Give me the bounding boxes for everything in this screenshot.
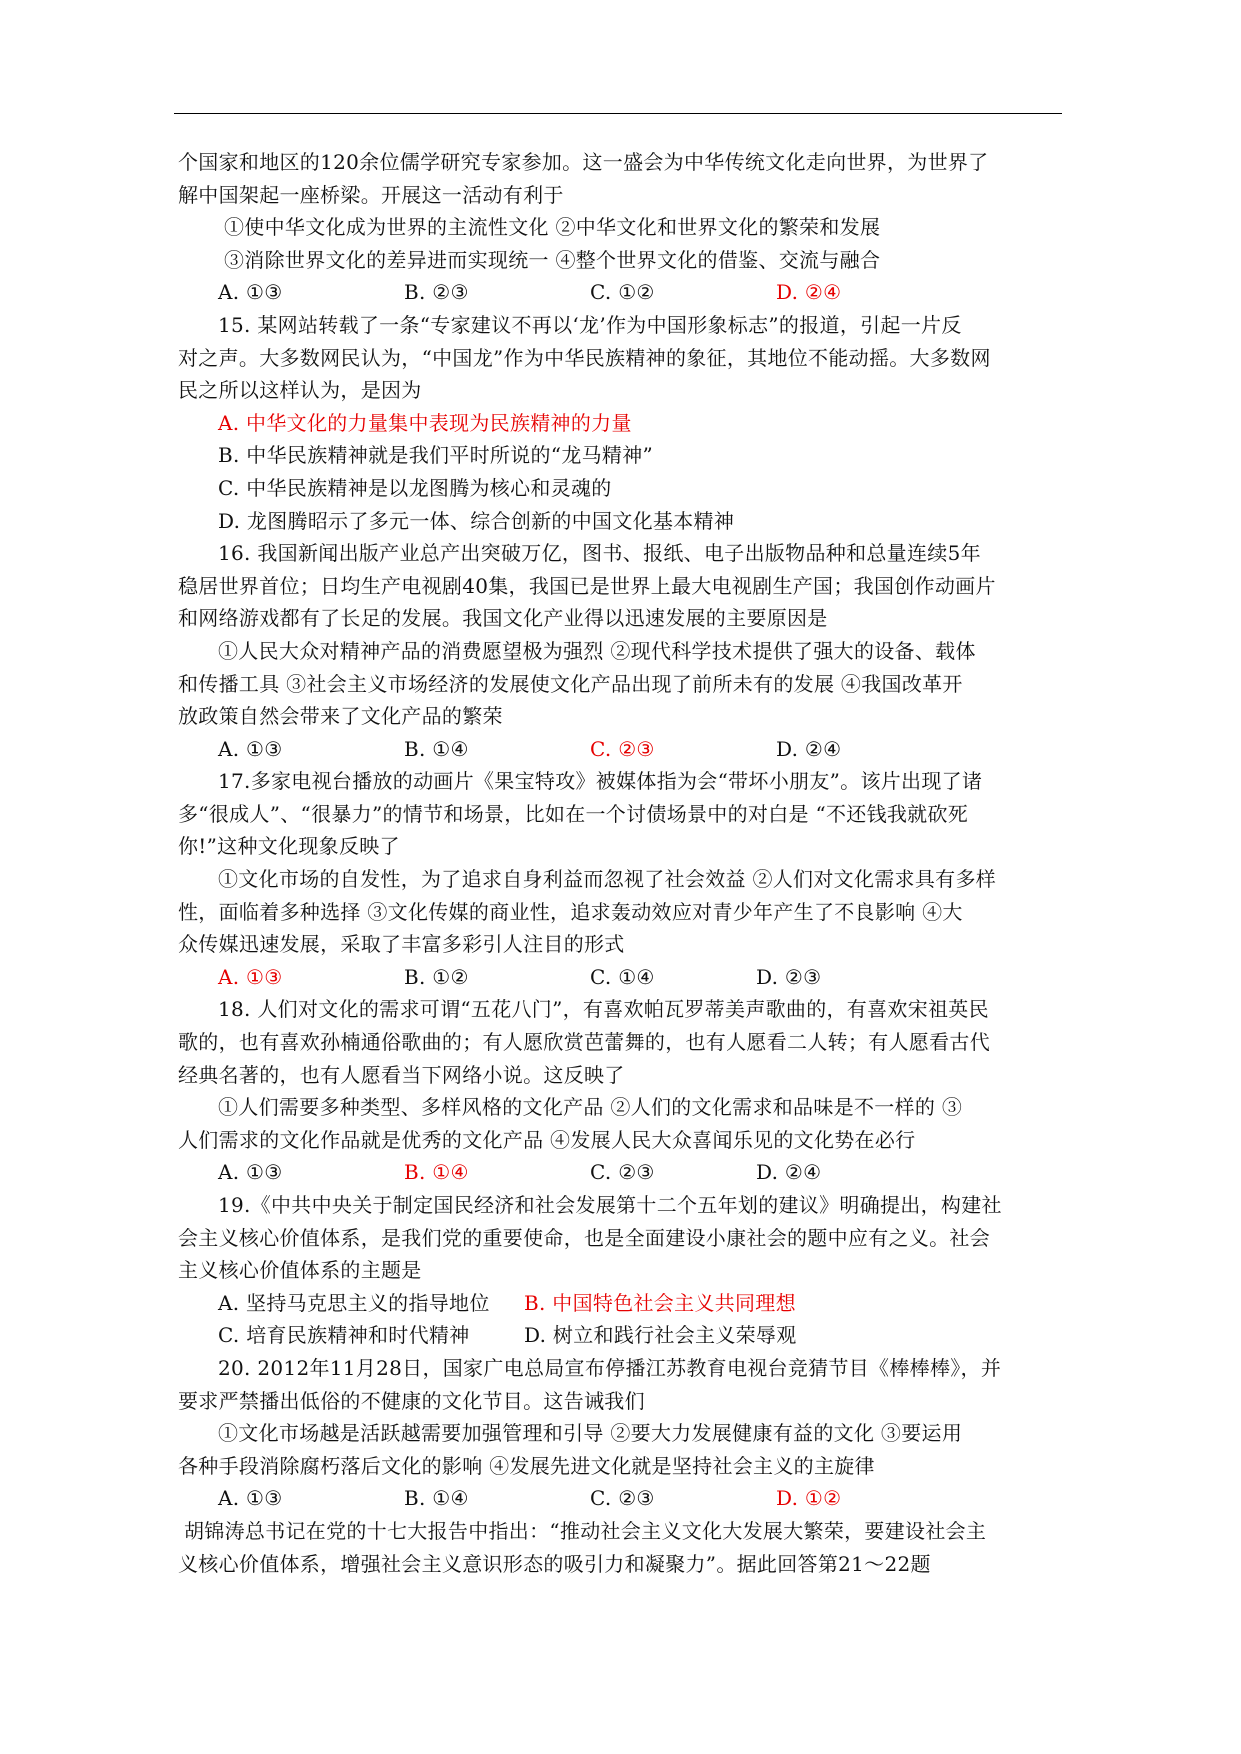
q20-option-c: C. ②③: [590, 1486, 655, 1511]
q16-option-a: A. ①③: [218, 736, 283, 761]
q14-option-c: C. ①②: [590, 280, 655, 305]
q17-options: [178, 961, 1083, 994]
material-paragraph: 义核心价值体系，增强社会主义意识形态的吸引力和凝聚力”。据此回答第21～22题: [178, 1551, 931, 1576]
q20-options: [178, 1482, 1083, 1515]
q17-statement: 众传媒迅速发展，采取了丰富多彩引人注目的形式: [178, 932, 625, 957]
q19-options-row1: [178, 1287, 1083, 1320]
q16-option-c-answer: C. ②③: [590, 736, 655, 761]
q16-statement: 放政策自然会带来了文化产品的繁荣: [178, 704, 503, 729]
q14-option-b: B. ②③: [404, 280, 469, 305]
q20-option-d-answer: D. ①②: [776, 1486, 842, 1511]
q16-stem: 和网络游戏都有了长足的发展。我国文化产业得以迅速发展的主要原因是: [178, 606, 828, 631]
q19-option-d: D. 树立和践行社会主义荣辱观: [524, 1323, 797, 1348]
q20-statement: 各种手段消除腐朽落后文化的影响 ④发展先进文化就是坚持社会主义的主旋律: [178, 1453, 875, 1478]
q20-option-b: B. ①④: [404, 1486, 469, 1511]
q16-stem: 16. 我国新闻出版产业总产出突破万亿，图书、报纸、电子出版物品种和总量连续5年: [218, 541, 981, 566]
q15-option-d: D. 龙图腾昭示了多元一体、综合创新的中国文化基本精神: [218, 508, 735, 533]
material-paragraph: 胡锦涛总书记在党的十七大报告中指出：“推动社会主义文化大发展大繁荣，要建设社会主: [184, 1518, 987, 1543]
q19-stem: 19.《中共中央关于制定国民经济和社会发展第十二个五年划的建议》明确提出，构建社: [218, 1193, 1002, 1217]
q19-option-a: A. 坚持马克思主义的指导地位: [218, 1290, 490, 1315]
q16-option-d: D. ②④: [776, 736, 842, 761]
q16-statement: ①人民大众对精神产品的消费愿望极为强烈 ②现代科学技术提供了强大的设备、载体: [218, 638, 976, 663]
q18-stem: 经典名著的，也有人愿看当下网络小说。这反映了: [178, 1062, 625, 1087]
text-line: 个国家和地区的120余位儒学研究专家参加。这一盛会为中华传统文化走向世界，为世界了: [178, 150, 989, 174]
q18-option-c: C. ②③: [590, 1160, 655, 1185]
text-line: 解中国架起一座桥梁。开展这一活动有利于: [178, 182, 564, 207]
q16-stem: 稳居世界首位；日均生产电视剧40集，我国已是世界上最大电视剧生产国；我国创作动画片: [178, 573, 996, 598]
q19-options-row2: [178, 1319, 1083, 1352]
q17-option-c: C. ①④: [590, 964, 655, 989]
q14-option-d-answer: D. ②④: [776, 280, 842, 305]
q20-stem: 20. 2012年11月28日，国家广电总局宣布停播江苏教育电视台竞猜节目《棒棒棒》，并: [218, 1355, 1002, 1380]
q19-stem: 主义核心价值体系的主题是: [178, 1258, 422, 1283]
q19-option-c: C. 培育民族精神和时代精神: [218, 1323, 470, 1348]
q20-statement: ①文化市场越是活跃越需要加强管理和引导 ②要大力发展健康有益的文化 ③要运用: [218, 1421, 963, 1446]
q17-stem: 你!”这种文化现象反映了: [178, 834, 400, 859]
q16-option-b: B. ①④: [404, 736, 469, 761]
q20-option-a: A. ①③: [218, 1486, 283, 1511]
q18-statement: 人们需求的文化作品就是优秀的文化产品 ④发展人民大众喜闻乐见的文化势在必行: [178, 1127, 916, 1152]
q14-options: [178, 276, 1083, 309]
q18-option-b-answer: B. ①④: [404, 1160, 469, 1185]
q15-option-c: C. 中华民族精神是以龙图腾为核心和灵魂的: [218, 475, 612, 500]
q17-stem: 多“很成人”、“很暴力”的情节和场景，比如在一个讨债场景中的对白是 “不还钱我就砍死: [178, 801, 969, 826]
q17-option-a-answer: A. ①③: [218, 964, 283, 989]
exam-page-content: [178, 146, 1083, 1580]
q15-stem: 15. 某网站转载了一条“专家建议不再以‘龙’作为中国形象标志”的报道，引起一片反: [218, 312, 962, 337]
q17-statement: ①文化市场的自发性，为了追求自身利益而忽视了社会效益 ②人们对文化需求具有多样: [218, 867, 997, 892]
q15-stem: 对之声。大多数网民认为，“中国龙”作为中华民族精神的象征，其地位不能动摇。大多数网: [178, 345, 991, 370]
q15-option-b: B. 中华民族精神就是我们平时所说的“龙马精神”: [218, 443, 654, 468]
q17-option-d: D. ②③: [756, 964, 822, 989]
q18-options: [178, 1156, 1083, 1189]
q17-option-b: B. ①②: [404, 964, 469, 989]
q16-statement: 和传播工具 ③社会主义市场经济的发展使文化产品出现了前所未有的发展 ④我国改革开: [178, 671, 963, 696]
q18-option-a: A. ①③: [218, 1160, 283, 1185]
q18-option-d: D. ②④: [756, 1160, 822, 1185]
q18-stem: 歌的，也有喜欢孙楠通俗歌曲的；有人愿欣赏芭蕾舞的，也有人愿看二人转；有人愿看古代: [178, 1030, 990, 1055]
header-rule: [174, 113, 1062, 114]
q17-statement: 性，面临着多种选择 ③文化传媒的商业性，追求轰动效应对青少年产生了不良影响 ④大: [178, 899, 963, 924]
q19-stem: 会主义核心价值体系，是我们党的重要使命，也是全面建设小康社会的题中应有之义。社会: [178, 1225, 990, 1250]
q20-stem: 要求严禁播出低俗的不健康的文化节目。这告诫我们: [178, 1388, 645, 1413]
q14-option-a: A. ①③: [218, 280, 283, 305]
q19-option-b-answer: B. 中国特色社会主义共同理想: [524, 1290, 796, 1315]
q16-options: [178, 733, 1083, 766]
statement-line: ③消除世界文化的差异进而实现统一 ④整个世界文化的借鉴、交流与融合: [224, 247, 881, 272]
q17-stem: 17.多家电视台播放的动画片《果宝特攻》被媒体指为会“带坏小朋友”。该片出现了诸: [218, 769, 983, 794]
q15-stem: 民之所以这样认为，是因为: [178, 378, 422, 403]
q18-statement: ①人们需要多种类型、多样风格的文化产品 ②人们的文化需求和品味是不一样的 ③: [218, 1095, 963, 1120]
statement-line: ①使中华文化成为世界的主流性文化 ②中华文化和世界文化的繁荣和发展: [224, 215, 881, 240]
q15-option-a-answer: A. 中华文化的力量集中表现为民族精神的力量: [218, 410, 632, 435]
q18-stem: 18. 人们对文化的需求可谓“五花八门”，有喜欢帕瓦罗蒂美声歌曲的，有喜欢宋祖英民: [218, 997, 989, 1022]
